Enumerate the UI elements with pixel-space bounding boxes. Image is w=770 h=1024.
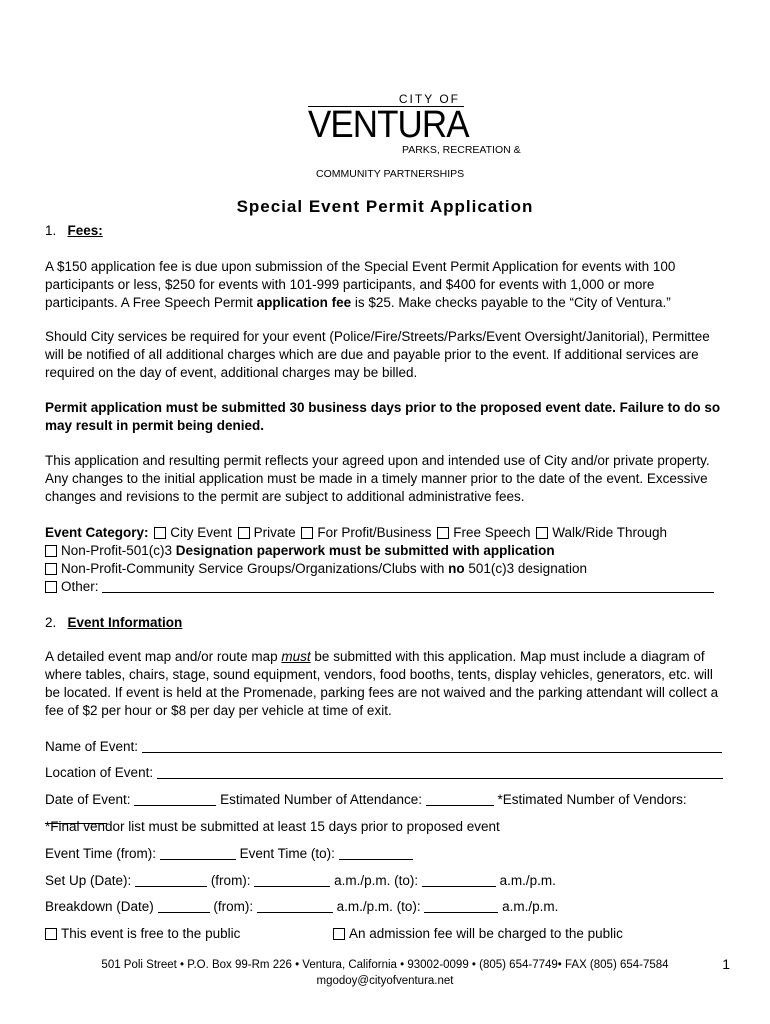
checkbox-other[interactable] <box>45 581 57 593</box>
checkbox-free-speech[interactable] <box>437 527 449 539</box>
setup-to-field[interactable] <box>422 874 496 887</box>
category-other-row <box>45 578 725 596</box>
section1-heading <box>45 222 725 240</box>
breakdown-from-field[interactable] <box>257 900 333 913</box>
location-row <box>45 764 725 782</box>
label-setup-from: (from): <box>210 873 251 888</box>
label-breakdown-from: (from): <box>213 899 254 914</box>
label-admission-fee: An admission fee will be charged to the public <box>349 926 623 941</box>
usage-paragraph: This application and resulting permit reflects your agreed upon and intended use of City and/or private property. Any changes to the initial application must be made in a timely manner prior to the date of the event. Excessive changes and revisions to the permit are subject to additional administrative fees. <box>45 453 710 504</box>
event-category-label: Event Category: <box>45 525 149 540</box>
label-community-no: no <box>448 561 465 576</box>
setup-row <box>45 872 725 890</box>
label-city-event: City Event <box>170 525 232 540</box>
other-field[interactable] <box>102 580 714 593</box>
vendor-note: *Final vendor list must be submitted at least 15 days prior to proposed event <box>45 819 500 834</box>
label-name-of-event: Name of Event: <box>45 739 139 754</box>
map-text-must: must <box>281 649 311 664</box>
label-for-profit: For Profit/Business <box>317 525 432 540</box>
checkbox-walk-ride[interactable] <box>536 527 548 539</box>
event-category-row <box>45 524 725 542</box>
deadline-paragraph: Permit application must be submitted 30 business days prior to the proposed event date. Failure to do so may result in permit being denied. <box>45 400 721 433</box>
label-location: Location of Event: <box>45 765 154 780</box>
section1-title: Fees: <box>67 223 103 238</box>
fees-text-a: A $150 application fee is due upon submission of the Special Event Permit Application for events with 100 participants or less, $250 for events with 101-999 participants, and $400 for events with 1,000 or more participants. A Free Speech Permit <box>45 259 676 310</box>
nonprofit-note: Designation paperwork must be submitted with application <box>175 543 555 558</box>
fees-paragraph <box>45 258 725 312</box>
label-setup-ampm-to: a.m./p.m. (to): <box>334 873 419 888</box>
label-setup-ampm: a.m./p.m. <box>499 873 556 888</box>
label-community-b: 501(c)3 designation <box>464 561 587 576</box>
logo-ventura: VENTURA <box>308 104 469 146</box>
location-field[interactable] <box>157 766 723 779</box>
checkbox-admission-fee[interactable] <box>333 928 345 940</box>
footer-address: 501 Poli Street • P.O. Box 99-Rm 226 • Ventura, California • 93002-0099 • (805) 654-7749• FAX (805) 654-7584 <box>101 959 669 971</box>
label-vendors: *Estimated Number of Vendors: <box>497 792 687 807</box>
admission-fee-row <box>333 925 733 943</box>
name-of-event-row <box>45 738 725 756</box>
label-date-of-event: Date of Event: <box>45 792 131 807</box>
label-private: Private <box>253 525 296 540</box>
label-walk-ride: Walk/Ride Through <box>552 525 668 540</box>
logo-city-of: CITY OF <box>398 92 460 106</box>
setup-date-field[interactable] <box>135 874 207 887</box>
time-from-field[interactable] <box>160 847 236 860</box>
logo-line2: COMMUNITY PARTNERSHIPS <box>316 168 465 180</box>
checkbox-private[interactable] <box>238 527 250 539</box>
logo-line1: PARKS, RECREATION & <box>402 144 521 156</box>
label-attendance: Estimated Number of Attendance: <box>220 792 422 807</box>
label-time-to: Event Time (to): <box>239 846 335 861</box>
section2-title: Event Information <box>67 615 183 630</box>
footer <box>40 957 730 989</box>
time-to-field[interactable] <box>339 847 413 860</box>
map-text-a: A detailed event map and/or route map <box>45 649 282 664</box>
city-logo <box>308 92 521 180</box>
map-text-b: be submitted with this application. Map must include a diagram of where tables, chairs, stage, sound equipment, vendors, food booths, tents, display vehicles, generators, etc. will be located. If event is held at the Promenade, parking fees are not waived and the parking attendant will collect a fee of $2 per hour or $8 per day per vehicle at time of exit. <box>45 649 719 718</box>
checkbox-community-groups[interactable] <box>45 563 57 575</box>
breakdown-date-field[interactable] <box>158 900 210 913</box>
label-free-speech: Free Speech <box>453 525 531 540</box>
name-of-event-field[interactable] <box>142 740 722 753</box>
checkbox-nonprofit-501c3[interactable] <box>45 545 57 557</box>
event-time-row <box>45 845 725 863</box>
label-community-a: Non-Profit-Community Service Groups/Organizations/Clubs with <box>61 561 449 576</box>
label-free-event: This event is free to the public <box>61 926 241 941</box>
event-map-paragraph <box>45 648 725 720</box>
label-breakdown-ampm-to: a.m./p.m. (to): <box>336 899 421 914</box>
category-community-row <box>45 560 725 578</box>
label-nonprofit-501c3: Non-Profit-501(c)3 <box>61 543 176 558</box>
fees-text-b: is $25. Make checks payable to the “City of Ventura.” <box>351 295 671 310</box>
label-breakdown-ampm: a.m./p.m. <box>502 899 559 914</box>
document-title: Special Event Permit Application <box>236 197 534 216</box>
checkbox-city-event[interactable] <box>154 527 166 539</box>
section2-heading <box>45 614 725 632</box>
page-number: 1 <box>722 956 730 972</box>
label-setup-date: Set Up (Date): <box>45 873 132 888</box>
fees-text-bold: application fee <box>256 295 352 310</box>
checkbox-free-event[interactable] <box>45 928 57 940</box>
services-paragraph: Should City services be required for your event (Police/Fire/Streets/Parks/Event Oversight/Janitorial), Permittee will be notified of all additional charges which are due and payable prior to the event. If additional services are required on the day of event, additional charges may be billed. <box>45 329 710 380</box>
label-breakdown-date: Breakdown (Date) <box>45 899 154 914</box>
label-time-from: Event Time (from): <box>45 846 157 861</box>
checkbox-for-profit[interactable] <box>301 527 313 539</box>
section1-number: 1. <box>45 223 57 238</box>
footer-email: mgodoy@cityofventura.net <box>316 975 454 987</box>
attendance-field[interactable] <box>426 793 494 806</box>
breakdown-row <box>45 898 725 916</box>
section2-number: 2. <box>45 615 57 630</box>
date-of-event-field[interactable] <box>134 793 216 806</box>
category-nonprofit-row <box>45 542 725 560</box>
breakdown-to-field[interactable] <box>424 900 498 913</box>
setup-from-field[interactable] <box>254 874 330 887</box>
label-other: Other: <box>61 579 99 594</box>
